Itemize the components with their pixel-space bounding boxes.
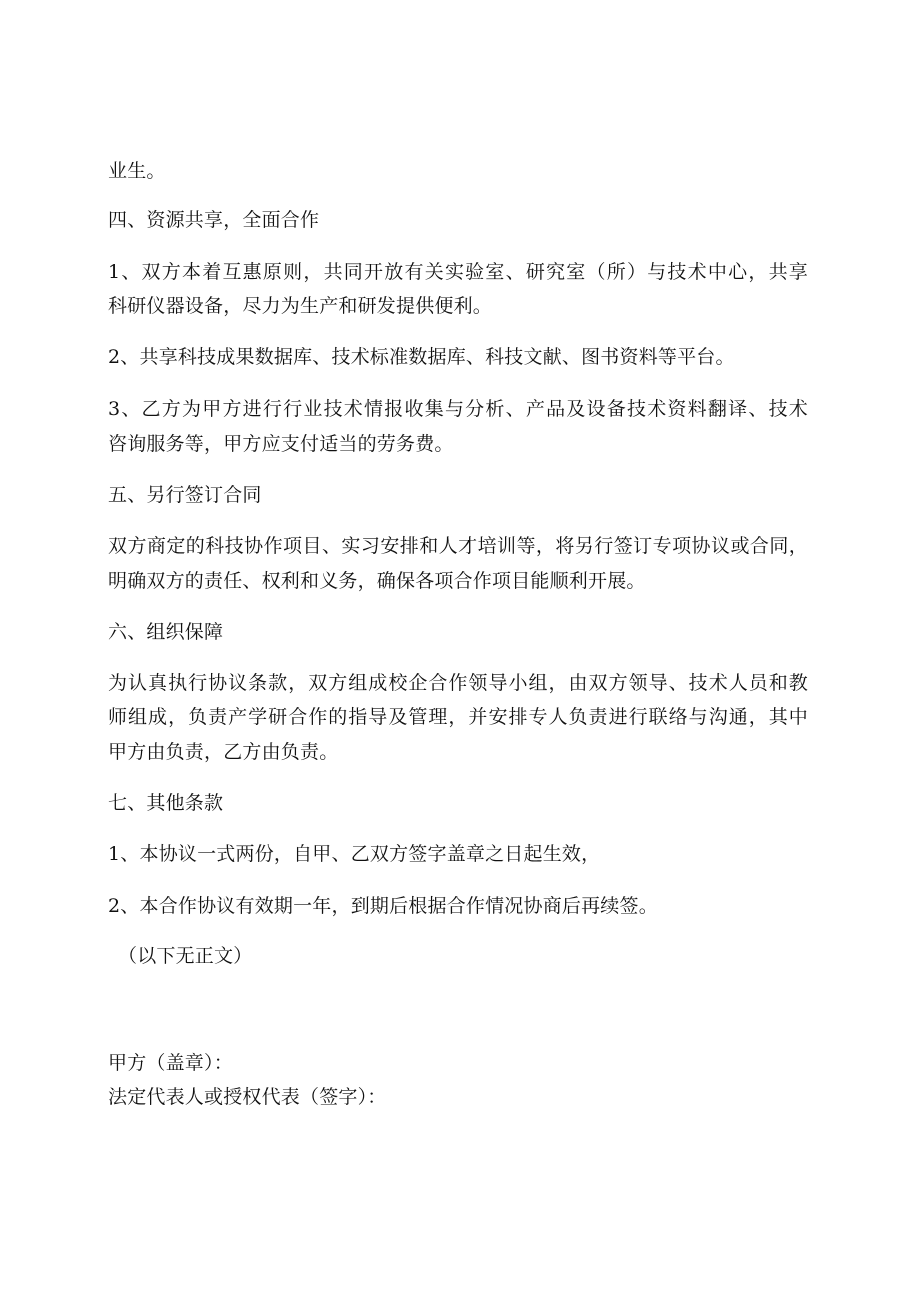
text-line-14: 甲方由负责，乙方由负责。: [108, 741, 339, 763]
section-heading-6: 六、组织保障: [108, 621, 224, 643]
text-line-9: 双方商定的科技协作项目、实习安排和人才培训等，将另行签订专项协议或合同，: [108, 535, 808, 557]
end-of-text-note: （以下无正文）: [118, 945, 253, 967]
text-line-17: 2、本合作协议有效期一年，到期后根据合作情况协商后再续签。: [108, 895, 658, 917]
text-line-5: 2、共享科技成果数据库、技术标准数据库、科技文献、图书资料等平台。: [108, 346, 735, 368]
section-heading-7: 七、其他条款: [108, 792, 224, 814]
text-line-3: 1、双方本着互惠原则，共同开放有关实验室、研究室（所）与技术中心，共享: [108, 261, 808, 283]
text-line-7: 咨询服务等，甲方应支付适当的劳务费。: [108, 433, 454, 455]
text-line-4: 科研仪器设备，尽力为生产和研发提供便利。: [108, 295, 493, 317]
text-line-12: 为认真执行协议条款，双方组成校企合作领导小组，由双方领导、技术人员和教: [108, 672, 808, 694]
party-a-seal-label: 甲方（盖章）：: [108, 1052, 233, 1074]
section-heading-4: 四、资源共享，全面合作: [108, 209, 320, 231]
legal-representative-signature-label: 法定代表人或授权代表（签字）：: [108, 1086, 387, 1108]
text-line-6: 3、乙方为甲方进行行业技术情报收集与分析、产品及设备技术资料翻译、技术: [108, 398, 808, 420]
text-line-1: 业生。: [108, 160, 166, 182]
text-line-10: 明确双方的责任、权利和义务，确保各项合作项目能顺利开展。: [108, 570, 646, 592]
text-line-16: 1、本协议一式两份，自甲、乙双方签字盖章之日起生效，: [108, 843, 601, 865]
text-line-13: 师组成，负责产学研合作的指导及管理，并安排专人负责进行联络与沟通，其中: [108, 706, 808, 728]
section-heading-5: 五、另行签订合同: [108, 484, 262, 506]
